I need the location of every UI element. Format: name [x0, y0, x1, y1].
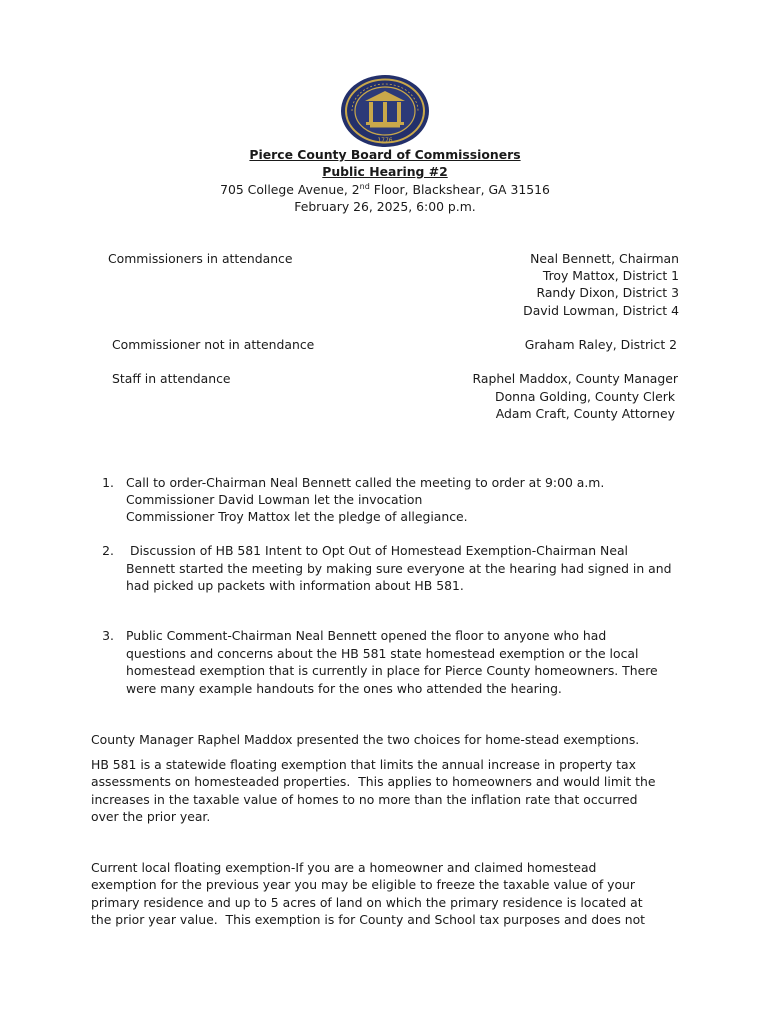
georgia-seal-logo	[340, 74, 430, 148]
paragraph-line: the prior year value. This exemption is for County and School tax purposes and does not	[91, 912, 646, 927]
item-text-line: questions and concerns about the HB 581 state homestead exemption or the local	[126, 646, 639, 661]
staff-name: Raphel Maddox, County Manager	[472, 371, 678, 386]
item-number: 1.	[102, 475, 114, 490]
paragraph-line: County Manager Raphel Maddox presented the two choices for home-stead exemptions.	[91, 732, 640, 747]
paragraph-line: assessments on homesteaded properties. This applies to homeowners and would limit the	[91, 774, 656, 789]
item-text-line: were many example handouts for the ones who attended the hearing.	[126, 681, 562, 696]
item-text-line: had picked up packets with information about HB 581.	[126, 578, 464, 593]
svg-text:1776: 1776	[377, 137, 393, 144]
meeting-address: 705 College Avenue, 2nd Floor, Blackshear, GA 31516	[220, 181, 550, 197]
item-text-line: Bennett started the meeting by making sure everyone at the hearing had signed in and	[126, 561, 672, 576]
document-title: Pierce County Board of Commissioners	[249, 147, 521, 162]
item-text-line: Commissioner David Lowman let the invocation	[126, 492, 423, 507]
staff-name: Adam Craft, County Attorney	[495, 406, 675, 421]
attendee-name: Randy Dixon, District 3	[536, 285, 679, 300]
staff-name: Donna Golding, County Clerk	[495, 389, 675, 404]
absent-name: Graham Raley, District 2	[524, 337, 677, 352]
paragraph-line: exemption for the previous year you may be eligible to freeze the taxable value of your	[91, 877, 636, 892]
paragraph-line: primary residence and up to 5 acres of land on which the primary residence is located at	[91, 895, 643, 910]
item-text-line: Discussion of HB 581 Intent to Opt Out of Homestead Exemption-Chairman Neal	[126, 543, 628, 558]
item-number: 2.	[102, 543, 114, 558]
paragraph-line: increases in the taxable value of homes to no more than the inflation rate that occurred	[91, 792, 638, 807]
attendee-name: Troy Mattox, District 1	[542, 268, 679, 283]
attendee-name: Neal Bennett, Chairman	[530, 251, 679, 266]
document-subtitle: Public Hearing #2	[322, 164, 448, 179]
paragraph-line: HB 581 is a statewide floating exemption that limits the annual increase in property tax	[91, 757, 636, 772]
item-text-line: Call to order-Chairman Neal Bennett called the meeting to order at 9:00 a.m.	[126, 475, 605, 490]
present-label: Commissioners in attendance	[108, 251, 293, 266]
item-text-line: Public Comment-Chairman Neal Bennett opened the floor to anyone who had	[126, 628, 607, 643]
paragraph-line: Current local floating exemption-If you are a homeowner and claimed homestead	[91, 860, 597, 875]
absent-label: Commissioner not in attendance	[112, 337, 315, 352]
item-text-line: homestead exemption that is currently in place for Pierce County homeowners. There	[126, 663, 658, 678]
staff-label: Staff in attendance	[112, 371, 231, 386]
item-number: 3.	[102, 628, 114, 643]
attendee-name: David Lowman, District 4	[523, 303, 679, 318]
paragraph-line: over the prior year.	[91, 809, 211, 824]
item-text-line: Commissioner Troy Mattox let the pledge of allegiance.	[126, 509, 468, 524]
meeting-datetime: February 26, 2025, 6:00 p.m.	[294, 199, 476, 214]
